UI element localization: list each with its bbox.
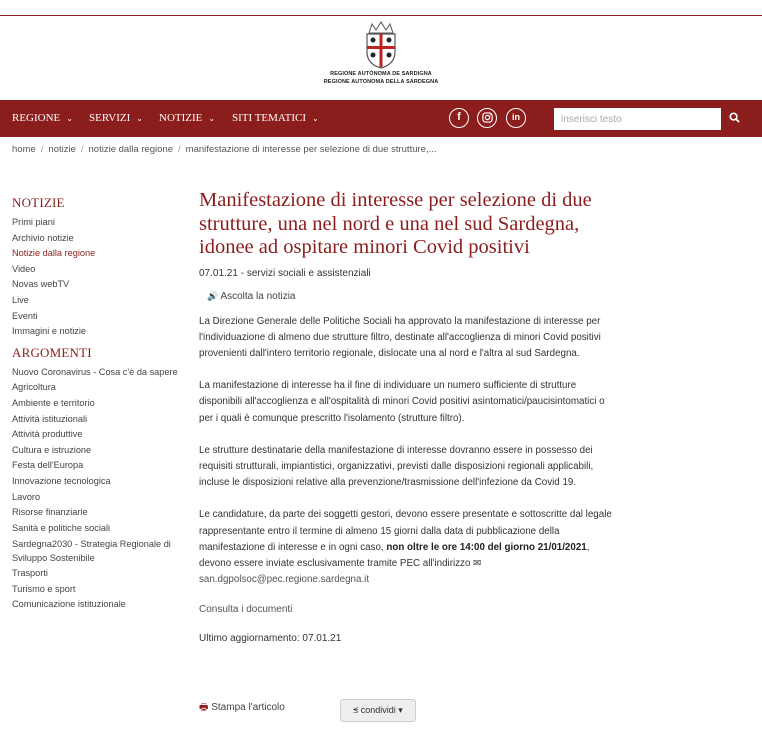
nav-notizie-label: NOTIZIE — [159, 112, 203, 124]
search-input[interactable] — [554, 108, 721, 130]
search-button[interactable] — [721, 108, 747, 130]
top-border — [0, 15, 762, 16]
pec-email-link[interactable]: san.dgpolsoc@pec.regione.sardegna.it — [199, 574, 370, 586]
listen-label: Ascolta la notizia — [220, 290, 296, 302]
sidebar-item-comunicazione[interactable]: Comunicazione istituzionale — [12, 599, 126, 610]
chevron-down-icon: ⌄ — [66, 114, 73, 123]
nav-siti-tematici[interactable] — [232, 100, 319, 137]
sidebar-item-sardegna2030[interactable]: Sardegna2030 - Strategia Regionale di Sviluppo Sostenibile — [12, 539, 171, 564]
article-paragraph-1: La Direzione Generale delle Politiche Sociali ha approvato la manifestazione di interesse per l'individuazione di almeno due strutture filtro, destinate all'accoglienza di minori Covid positivi provenienti dall'intero territorio regionale, dislocate una al nord e l'altra al sud Sardegna. — [199, 315, 601, 359]
nav-regione-label: REGIONE — [12, 112, 61, 124]
article-paragraph-2: La manifestazione di interesse ha il fine di individuare un numero sufficiente di strutture disponibili all'accoglienza e all'ospitalità di minori Covid positivi asintomatici/paucisintomatici o per i quali è comunque prescritto l'isolamento (strutture filtro). — [199, 380, 605, 424]
sidebar-item-eventi[interactable]: Eventi — [12, 310, 38, 321]
sidebar-item-turismo[interactable]: Turismo e sport — [12, 583, 76, 594]
sidebar-item-novas-webtv[interactable]: Novas webTV — [12, 279, 70, 290]
article-paragraph-4 — [199, 507, 619, 588]
sidebar-item-primi-piani[interactable]: Primi piani — [12, 217, 55, 227]
breadcrumb-separator: / — [80, 144, 84, 155]
sidebar-item-innovazione[interactable]: Innovazione tecnologica — [12, 475, 111, 486]
nav-regione[interactable] — [12, 100, 73, 137]
nav-servizi[interactable] — [89, 100, 143, 137]
linkedin-icon[interactable]: in — [506, 108, 526, 128]
share-icon: ⪬ — [353, 705, 359, 715]
breadcrumb-current: manifestazione di interesse per selezione di due strutture,... — [185, 144, 437, 155]
sidebar-item-agricoltura[interactable]: Agricoltura — [12, 382, 56, 393]
breadcrumb-notizie[interactable]: notizie — [48, 144, 76, 155]
article-date: 07.01.21 — [199, 267, 238, 279]
envelope-icon: ✉ — [473, 557, 482, 569]
paragraph-4-text-b: , devono essere inviate esclusivamente tramite PEC all'indirizzo — [199, 541, 590, 569]
logo-line-2: REGIONE AUTONOMA DELLA SARDEGNA — [323, 79, 439, 85]
documents-link[interactable]: Consulta i documenti — [199, 604, 293, 616]
chevron-down-icon: ⌄ — [136, 114, 143, 123]
article — [199, 189, 619, 644]
sidebar-item-lavoro[interactable]: Lavoro — [12, 491, 41, 502]
sidebar-heading-argomenti: ARGOMENTI — [12, 344, 92, 360]
sidebar-item-attivita-istituzionali[interactable]: Attività istituzionali — [12, 413, 88, 424]
sidebar-item-cultura[interactable]: Cultura e istruzione — [12, 444, 92, 455]
sidebar-item-video[interactable]: Video — [12, 263, 36, 274]
sidebar-item-coronavirus[interactable]: Nuovo Coronavirus - Cosa c'è da sapere — [12, 366, 178, 377]
paragraph-4-text-a: Le candidature, da parte dei soggetti gestori, devono essere presentate e sottoscritte dal legale rappresentante entro il termine di almeno 15 giorni dalla data di pubblicazione della manifestazione di interesse e in ogni caso, — [199, 509, 612, 553]
sidebar-item-festa-europa[interactable]: Festa dell'Europa — [12, 460, 84, 471]
article-meta — [199, 268, 619, 279]
deadline-text: non oltre le ore 14:00 del giorno 21/01/2021 — [386, 541, 587, 553]
print-label: Stampa l'articolo — [211, 702, 285, 713]
printer-icon: 🖶 — [199, 702, 209, 713]
article-paragraph-3: Le strutture destinatarie della manifestazione di interesse dovranno essere in possesso dei requisiti strutturali, impiantistici, organizzativi, previsti dalle disposizioni regionali applicabili, incluse le disposizioni relative alla prevenzione/trasmissione dell'infezione da Covid 19. — [199, 444, 594, 489]
listen-button[interactable] — [207, 291, 619, 302]
instagram-icon[interactable] — [477, 108, 497, 128]
chevron-down-icon: ⌄ — [312, 114, 319, 123]
logo-line-1: REGIONE AUTÒNOMA DE SARDIGNA — [330, 71, 432, 77]
sidebar-item-attivita-produttive[interactable]: Attività produttive — [12, 429, 83, 440]
nav-siti-label: SITI TEMATICI — [232, 112, 307, 124]
breadcrumb-separator: / — [178, 144, 181, 155]
sidebar-notizie-list — [12, 215, 182, 340]
breadcrumb — [12, 144, 437, 155]
sidebar-item-notizie-regione[interactable]: Notizie dalla regione — [12, 248, 96, 259]
breadcrumb-home[interactable]: home — [12, 144, 36, 155]
chevron-down-icon: ⌄ — [208, 114, 216, 123]
breadcrumb-separator: / — [40, 144, 44, 155]
region-logo[interactable] — [300, 20, 462, 96]
sidebar-item-live[interactable]: Live — [12, 294, 29, 305]
sidebar-item-risorse[interactable]: Risorse finanziarie — [12, 507, 88, 518]
sidebar-item-trasporti[interactable]: Trasporti — [12, 568, 48, 579]
last-updated: Ultimo aggiornamento: 07.01.21 — [199, 633, 342, 645]
sidebar-item-sanita[interactable]: Sanità e politiche sociali — [12, 522, 111, 533]
nav-notizie[interactable] — [159, 100, 215, 137]
sidebar-item-ambiente[interactable]: Ambiente e territorio — [12, 397, 95, 408]
sidebar-item-immagini[interactable]: Immagini e notizie — [12, 326, 87, 337]
breadcrumb-notizie-regione[interactable]: notizie dalla regione — [88, 144, 174, 155]
article-category[interactable]: - servizi sociali e assistenziali — [240, 267, 371, 279]
sidebar-item-archivio[interactable]: Archivio notizie — [12, 232, 74, 243]
sidebar — [12, 195, 182, 613]
sidebar-argomenti-list — [12, 365, 182, 613]
speaker-icon: 🔊 — [207, 290, 219, 301]
coat-of-arms-icon — [359, 20, 403, 70]
nav-servizi-label: SERVIZI — [89, 112, 131, 124]
print-button[interactable] — [199, 700, 285, 717]
search-icon — [729, 112, 740, 123]
share-button[interactable] — [340, 699, 416, 722]
article-title: Manifestazione di interesse per selezione di due strutture, una nel nord e una nel sud Sardegna, idonee ad ospitare minori Covid positivi — [199, 189, 592, 258]
share-label: condividi — [360, 705, 396, 715]
caret-down-icon: ▾ — [398, 705, 403, 715]
sidebar-heading-notizie: NOTIZIE — [12, 195, 65, 210]
facebook-icon[interactable]: f — [449, 108, 469, 128]
